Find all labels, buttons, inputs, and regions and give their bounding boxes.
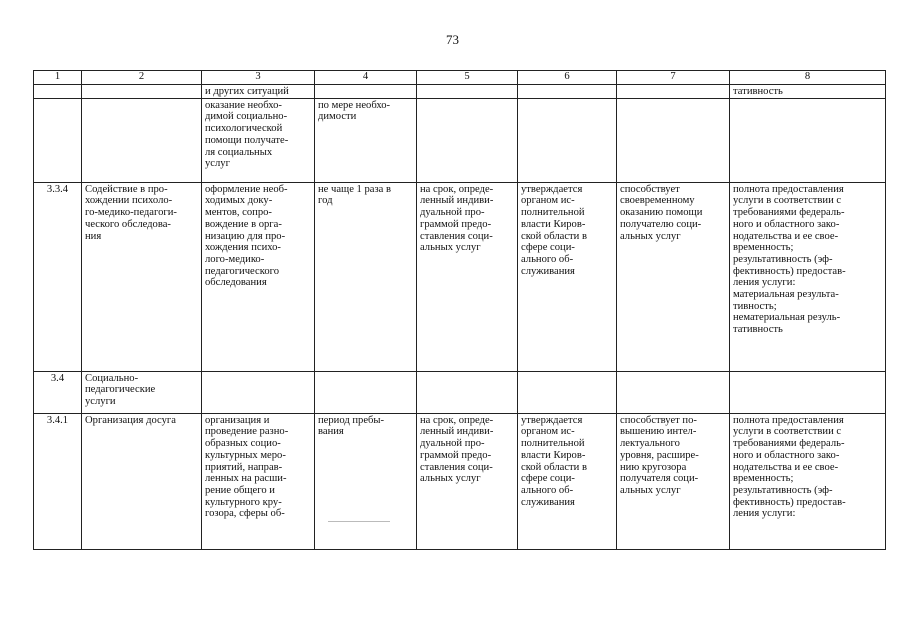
- table-row: [34, 371, 886, 413]
- services-table: [33, 70, 886, 550]
- table-cell: [82, 85, 202, 99]
- table-cell: на срок, опреде- ленный индиви- дуальной про- граммой предо- ставления соци- альных услуг: [417, 182, 518, 371]
- table-cell: не чаще 1 раза в год: [315, 182, 417, 371]
- table-row: [34, 85, 886, 99]
- column-number-2: 2: [82, 71, 202, 85]
- table-cell: полнота предоставления услуги в соответствии с требованиями федераль- ного и областного зако- нодательства и ее свое- временность; результативность (эф- фективность) предостав- ления услуги: материальная результа- тивность; нематериальная резуль- тативность: [730, 182, 886, 371]
- table-cell: способствует по- вышению интел- лектуального уровня, расшире- нию кругозора получателя соци- альных услуг: [617, 413, 730, 549]
- table-cell: и других ситуаций: [202, 85, 315, 99]
- table-cell: организация и проведение разно- образных социо- культурных меро- приятий, направ- ленных на расши- рение общего и культурного кру- гозора, сферы об-: [202, 413, 315, 549]
- table-cell: [34, 85, 82, 99]
- table-cell: период пребы- вания: [315, 413, 417, 549]
- table-cell: [82, 98, 202, 182]
- page-number: 73: [446, 32, 459, 47]
- table-cell: Социально- педагогические услуги: [82, 371, 202, 413]
- table-cell: [617, 98, 730, 182]
- table-cell: оказание необхо- димой социально- психологической помощи получате- ля социальных услуг: [202, 98, 315, 182]
- table-cell: [518, 85, 617, 99]
- table-cell: [617, 85, 730, 99]
- column-number-7: 7: [617, 71, 730, 85]
- table-row: [34, 182, 886, 371]
- table-cell: утверждается органом ис- полнительной власти Киров- ской области в сфере соци- ального об- служивания: [518, 413, 617, 549]
- table-row: [34, 413, 886, 549]
- table-cell: тативность: [730, 85, 886, 99]
- table-cell: Содействие в про- хождении психоло- го-медико-педагоги- ческого обследова- ния: [82, 182, 202, 371]
- table-cell: способствует своевременному оказанию помощи получателю соци- альных услуг: [617, 182, 730, 371]
- table-cell: [417, 98, 518, 182]
- table-cell: [617, 371, 730, 413]
- table-cell: Организация досуга: [82, 413, 202, 549]
- column-number-5: 5: [417, 71, 518, 85]
- table-cell: 3.4: [34, 371, 82, 413]
- table-row: [34, 98, 886, 182]
- column-number-6: 6: [518, 71, 617, 85]
- table-header-row: [34, 71, 886, 85]
- scan-artifact-line: [328, 521, 390, 522]
- table-cell: утверждается органом ис- полнительной власти Киров- ской области в сфере соци- ального об- служивания: [518, 182, 617, 371]
- table-cell: [34, 98, 82, 182]
- table-cell: [730, 371, 886, 413]
- table-cell: по мере необхо- димости: [315, 98, 417, 182]
- column-number-3: 3: [202, 71, 315, 85]
- table-cell: [518, 98, 617, 182]
- table-cell: [315, 85, 417, 99]
- table-cell: оформление необ- ходимых доку- ментов, сопро- вождение в орга- низацию для про- хождения психо- лого-медико- педагогического обследования: [202, 182, 315, 371]
- table-cell: полнота предоставления услуги в соответствии с требованиями федераль- ного и областного зако- нодательства и ее свое- временность; результативность (эф- фективность) предостав- ления услуги:: [730, 413, 886, 549]
- table-cell: [315, 371, 417, 413]
- table-cell: [202, 371, 315, 413]
- column-number-8: 8: [730, 71, 886, 85]
- table-cell: [417, 371, 518, 413]
- table-cell: 3.4.1: [34, 413, 82, 549]
- table-cell: [518, 371, 617, 413]
- table-cell: [730, 98, 886, 182]
- table-cell: [417, 85, 518, 99]
- table-cell: на срок, опреде- ленный индиви- дуальной про- граммой предо- ставления соци- альных услуг: [417, 413, 518, 549]
- column-number-1: 1: [34, 71, 82, 85]
- column-number-4: 4: [315, 71, 417, 85]
- table-cell: 3.3.4: [34, 182, 82, 371]
